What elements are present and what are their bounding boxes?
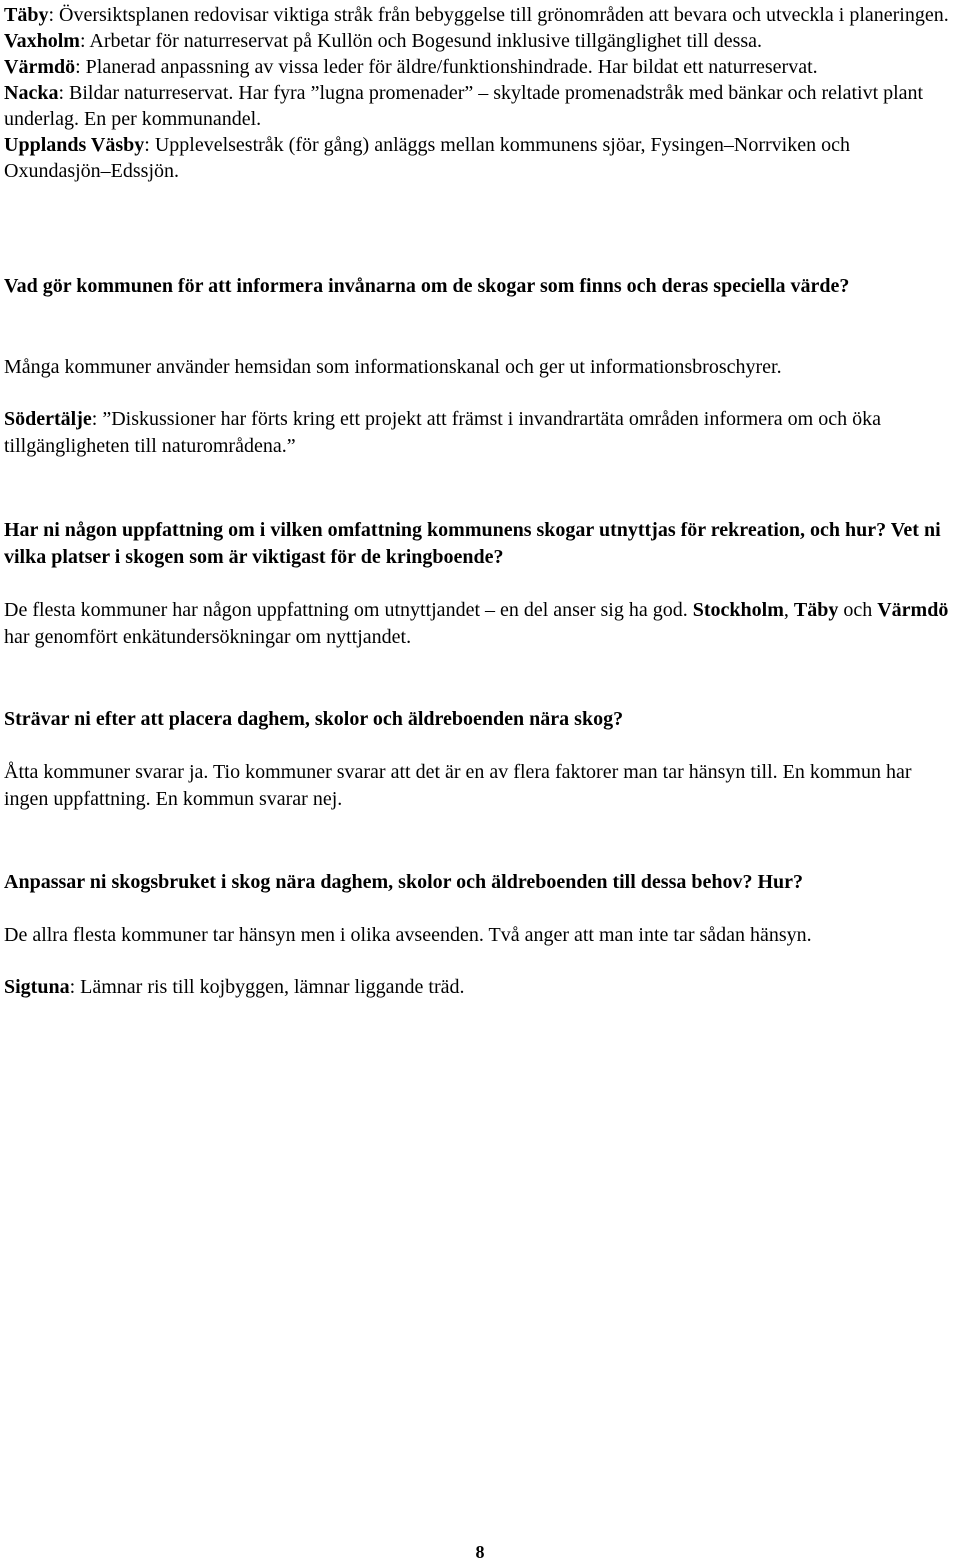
answer-text: och [838,599,878,621]
question-heading: Strävar ni efter att placera daghem, skolor och äldreboenden nära skog? [4,708,624,730]
municipality-text: : Planerad anpassning av vissa leder för äldre/funktionshindrade. Har bildat ett naturreservat. [75,56,818,78]
municipality-name: Sigtuna [4,976,70,998]
section-information-answer [4,354,956,381]
answer-paragraph: De allra flesta kommuner tar hänsyn men i olika avseenden. Två anger att man inte tar sådan hänsyn. [4,924,812,946]
municipality-name: Stockholm [692,599,784,621]
page-number: 8 [475,1542,485,1562]
municipality-text: : Upplevelsestråk (för gång) anläggs mellan kommunens sjöar, Fysingen–Norrviken och Oxundasjön–Edssjön. [4,134,850,182]
municipality-name: Vaxholm [4,30,80,52]
section-information [4,273,956,300]
section-forestry [4,869,956,896]
municipality-entry-varmdo [4,54,956,80]
municipality-name: Värmdö [4,56,76,78]
municipality-entry-nacka [4,80,956,132]
municipality-text: : Översiktsplanen redovisar viktiga stråk från bebyggelse till grönområden att bevara och utveckla i planeringen. [48,4,949,26]
municipality-text: : Bildar naturreservat. Har fyra ”lugna promenader” – skyltade promenadstråk med bänkar och relativt plant underlag. En per kommunandel. [4,82,924,130]
section-placement-answer [4,759,956,812]
question-heading: Anpassar ni skogsbruket i skog nära daghem, skolor och äldreboenden till dessa behov? Hur? [4,871,804,893]
municipality-text: : Lämnar ris till kojbyggen, lämnar liggande träd. [69,976,465,998]
municipality-note [4,974,956,1001]
municipality-name: Nacka [4,82,59,104]
municipality-text: : ”Diskussioner har förts kring ett projekt att främst i invandrartäta områden informera om och öka tillgängligheten till naturområdena.” [4,408,881,457]
municipality-note [4,406,956,459]
municipality-text: : Arbetar för naturreservat på Kullön och Bogesund inklusive tillgänglighet till dessa. [79,30,763,52]
section-recreation-answer [4,597,956,650]
answer-paragraph: Åtta kommuner svarar ja. Tio kommuner svarar att det är en av flera faktorer man tar hänsyn till. En kommun har ingen uppfattning. En kommun svarar nej. [4,761,912,810]
section-placement [4,706,956,733]
municipality-list [4,2,956,184]
municipality-name: Värmdö [877,599,949,621]
municipality-name: Täby [793,599,839,621]
answer-text: De flesta kommuner har någon uppfattning om utnyttjandet – en del anser sig ha god. [4,599,693,621]
section-information-note [4,406,956,459]
section-forestry-answer [4,922,956,949]
municipality-name: Södertälje [4,408,92,430]
municipality-entry-taby [4,2,956,28]
answer-paragraph: Många kommuner använder hemsidan som informationskanal och ger ut informationsbroschyrer. [4,356,782,378]
municipality-name: Upplands Väsby [4,134,145,156]
municipality-name: Täby [4,4,49,26]
question-heading: Vad gör kommunen för att informera invånarna om de skogar som finns och deras speciella värde? [4,275,850,297]
question-heading: Har ni någon uppfattning om i vilken omfattning kommunens skogar utnyttjas för rekreation, och hur? Vet ni vilka platser i skogen som är viktigast för de kringboende? [4,519,941,568]
answer-paragraph [4,597,956,650]
answer-text: , [783,599,794,621]
section-recreation [4,517,956,570]
answer-text: har genomfört enkätundersökningar om nyttjandet. [4,625,412,648]
section-forestry-note [4,974,956,1001]
municipality-entry-vaxholm [4,28,956,54]
municipality-entry-upplands-vasby [4,132,956,184]
